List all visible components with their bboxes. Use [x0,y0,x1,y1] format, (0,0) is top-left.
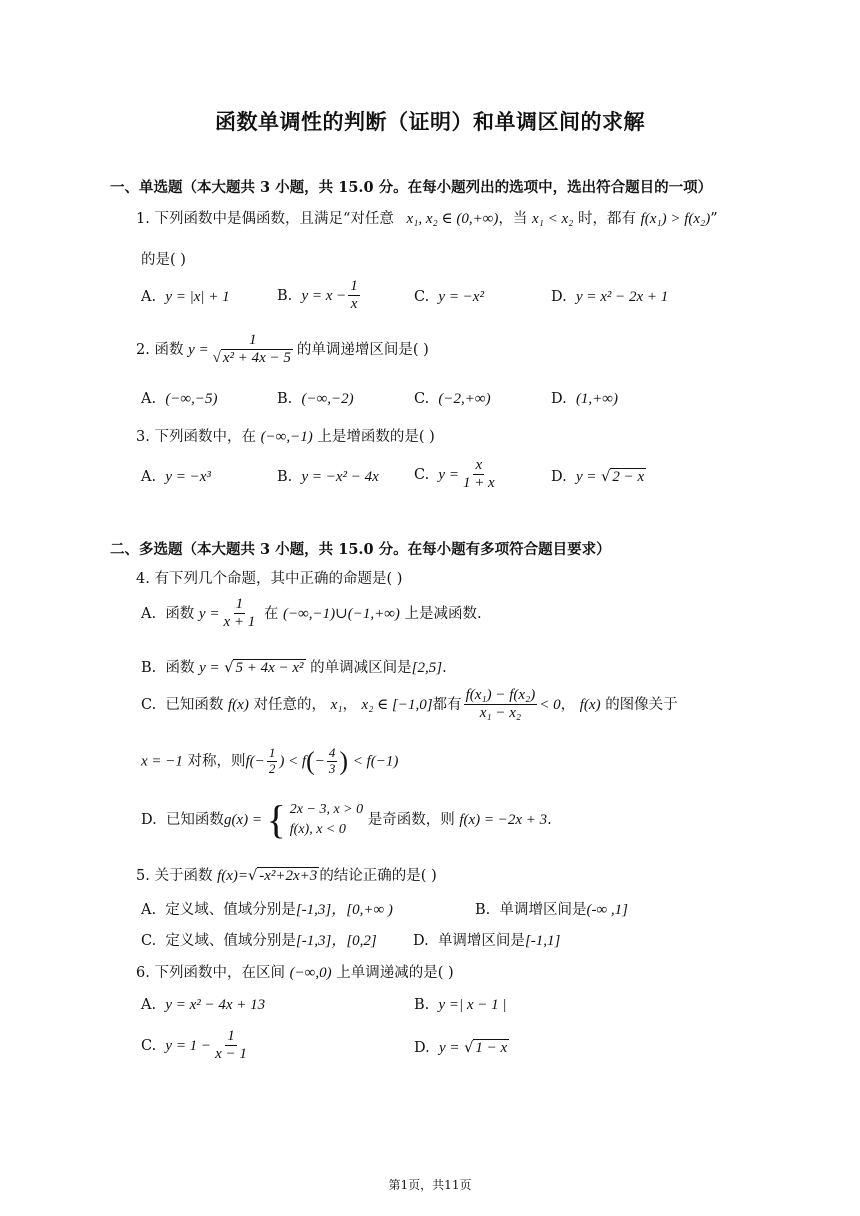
q4-c-line2-a: x = −1 [141,753,183,770]
q4-a-num: 1 [234,596,246,614]
q5-b-label: B. [475,902,491,918]
q6-c-num: 1 [225,1028,237,1046]
q5-c-label: C. [141,933,157,949]
q6-stem-a: 6. 下列函数中，在区间 [136,965,285,981]
q1-b-num: 1 [348,278,360,296]
q3-a-text: y = −x³ [165,469,211,485]
q6-option-b [414,997,507,1014]
q5-a-text: 定义域、值域分别是 [165,902,296,918]
q3-c-den: 1 + x [462,475,495,492]
q1-b-den: x [350,296,358,313]
q1-d-label: D. [551,289,567,305]
q3-d-rad: 2 − x [612,469,645,485]
q5-b-value: (-∞ ,1] [586,902,629,918]
q3-option-b [277,469,379,486]
q4-c-line2-e: < f(−1) [352,753,399,770]
q4-d-label: D. [141,812,157,828]
q4-d-case1: 2x − 3, x > 0 [289,802,364,817]
q2-option-c [414,391,491,408]
q5-d-label: D. [413,933,429,949]
q6-a-text: y = x² − 4x + 13 [165,997,266,1013]
q3-d-pre: y = [575,469,597,485]
q4-c-line2-d: ) < f [279,753,307,770]
q4-c-text-d: 都有 [432,696,462,713]
q4-d-text-c: . [547,812,552,828]
q5-c-text: 定义域、值域分别是 [165,933,296,949]
q4-c-num: f(x₁) − f(x₂) [464,687,538,705]
q4-c-frac [464,687,538,723]
q2-stem-a: 2. 函数 [136,341,184,358]
q6-option-d: D. y = √ 1 − x [414,1040,508,1056]
q4-c-text-e: ， [560,696,576,713]
q2-num: 1 [247,332,259,350]
section2-heading: 二、多选题（本大题共 3 小题，共 15.0 分。在每小题有多项符合题目要求） [110,541,611,558]
q1-c-label: C. [414,289,430,305]
q1-a-text: y = |x| + 1 [165,289,230,305]
q4-c-line2-c: f(− [245,753,265,770]
q5-fx: f(x)= [217,868,248,884]
q3-b-text: y = −x² − 4x [301,469,379,485]
q4-a-interval: (−∞,−1)∪(−1,+∞) [282,605,400,622]
q4-d-result: f(x) = −2x + 3 [459,812,548,828]
q4-b-text-a: 函数 [165,660,195,676]
q4-b-rad: 5 + 4x − x² [235,660,304,676]
q4-c-fx2: f(x) [579,696,601,713]
q5-a-value: [-1,3]，[0,+∞ ) [295,902,393,918]
q4-c-lt: < 0 [539,696,561,713]
q3-option-d: D. y = √ 2 − x [551,469,645,485]
q4-a-label: A. [141,605,157,622]
q5-option-b [475,898,628,919]
q6-option-c [141,1028,251,1064]
q1-stem [136,207,718,228]
q4-c-x2: x₂ ∈ [−1,0] [361,696,433,713]
q6-d-pre: y = [438,1040,460,1056]
q5-option-c [141,929,377,950]
q3-c-label: C. [414,466,430,483]
q1-b-frac [348,278,360,314]
q2-a-text: (−∞,−5) [165,391,218,407]
q4-c-half [267,746,278,777]
q2-lhs: y = [188,341,209,358]
q4-c-label: C. [141,696,157,713]
q4-b-interval: [2,5] [411,660,443,676]
q1-stem-d: ” [710,211,718,227]
q6-b-label: B. [414,997,430,1013]
q1-cond2: x₁ < x₂ [531,211,574,227]
q1-b-pre: y = x − [301,287,347,304]
q4-b-label: B. [141,660,157,676]
q5-option-d [413,929,560,950]
q4-option-a [141,596,482,632]
q1-stem-c: 时，都有 [577,211,636,227]
q4-option-d [141,797,552,842]
q3-stem-b: 上是增函数的是( ) [317,429,435,445]
q5-d-text: 单调增区间是 [437,933,525,949]
q4-d-gx: g(x) = [223,812,262,828]
q2-den: x² + 4x − 5 [222,350,291,367]
q3-b-label: B. [277,469,293,485]
q4-c-text-g: 的图像关于 [605,696,678,713]
q1-cond1: x₁, x₂ ∈ (0,+∞) [406,211,499,227]
q4-a-text-b: 在 [263,605,279,622]
q5-option-a [141,898,393,919]
q5-stem: 5. 关于函数 f(x)=√ -x²+2x+3 的结论正确的是( ) [136,868,437,884]
q4-c-line2-b: 对称，则 [187,753,246,770]
q4-b-lhs: y = [199,660,220,676]
q3-stem [136,425,435,446]
q2-b-text: (−∞,−2) [301,391,354,407]
q3-stem-a: 3. 下列函数中，在 [136,429,256,445]
q1-a-label: A. [141,289,157,305]
q6-b-text: y =| x − 1 | [438,997,507,1013]
q4-a-text-a: 函数 [165,605,195,622]
q3-option-a [141,469,211,486]
q5-d-value: [-1,1] [524,933,561,949]
q4-c-half-den: 2 [268,760,276,776]
q1-option-a [141,289,230,306]
q5-b-text: 单调增区间是 [499,902,587,918]
q4-c-text-a: 已知函数 [165,696,224,713]
q1-option-b [277,278,362,314]
q4-c-x1: x₁ [330,696,343,713]
q1-option-c [414,289,484,306]
q4-c-four-num: 4 [328,745,336,760]
q5-rad: -x²+2x+3 [259,868,318,884]
q4-b-text-b: 的单调减区间是 [310,660,412,676]
q3-d-label: D. [551,469,567,485]
page-title: 函数单调性的判断（证明）和单调区间的求解 [215,109,645,134]
q4-b-text-c: . [442,660,447,676]
q4-a-den: x + 1 [223,614,256,631]
q6-a-label: A. [141,997,157,1013]
q4-a-lhs: y = [198,605,220,622]
q4-a-frac [221,596,257,632]
q6-d-rad: 1 − x [475,1040,508,1056]
q3-c-num: x [473,457,484,475]
q4-c-text-c: ， [342,696,357,713]
q5-stem-b: 的结论正确的是( ) [319,868,437,884]
q4-c-half-num: 1 [268,745,276,760]
q2-option-a [141,391,218,408]
q2-option-b [277,391,354,408]
q4-c-den: x₁ − x₂ [479,705,522,722]
q4-c-four-thirds [327,746,338,777]
q5-c-value: [-1,3]，[0,2] [295,933,377,949]
q4-d-case2: f(x), x < 0 [289,822,346,837]
q2-c-text: (−2,+∞) [438,391,491,407]
q3-c-pre: y = [438,466,459,483]
q6-stem [136,961,454,982]
q3-c-frac [461,457,497,493]
q1-b-label: B. [277,287,293,304]
q2-b-label: B. [277,391,293,407]
q1-stem-b: ，当 [498,211,528,227]
q6-c-frac [213,1028,249,1064]
q5-stem-a: 5. 关于函数 [136,868,213,884]
section1-heading: 一、单选题（本大题共 3 小题，共 15.0 分。在每小题列出的选项中，选出符合题目的一项） [110,179,713,196]
q3-a-label: A. [141,469,157,485]
q4-d-cases: { 2x − 3, x > 0 f(x), x < 0 [266,797,364,842]
q4-option-c [141,687,678,723]
q1-option-d [551,289,668,306]
q2-frac: $\frac{1}{\text{√ x² + 4x − 5}}$ [212,332,291,367]
q4-c-fx: f(x) [228,696,249,713]
q1-cond3: f(x₁) > f(x₂) [640,211,711,227]
q2-c-label: C. [414,391,430,407]
q6-option-a [141,997,265,1014]
q2-stem [136,332,429,368]
q4-option-c-line2: x = −1 对称，则f(− $\frac{1}{2}$ ) < f(− $\frac{4}{3}$ ) < f(−1) [141,745,399,776]
q6-c-label: C. [141,1037,157,1054]
q6-stem-b: 上单调递减的是( ) [336,965,454,981]
q2-option-d [551,391,618,408]
q1-d-text: y = x² − 2x + 1 [575,289,669,305]
q4-d-text-b: 是奇函数，则 [367,812,455,828]
q2-a-label: A. [141,391,157,407]
q4-stem: 4. 有下列几个命题，其中正确的命题是( ) [136,571,403,587]
q2-d-text: (1,+∞) [575,391,618,407]
q5-a-label: A. [141,902,157,918]
q6-c-den: x − 1 [215,1046,247,1063]
q4-c-three-den: 3 [328,760,336,776]
q2-stem-b: 的单调递增区间是( ) [296,341,429,358]
q1-stem-a: 1. 下列函数中是偶函数，且满足“对任意 [136,211,394,227]
q4-d-text-a: 已知函数 [165,812,224,828]
q6-interval: (−∞,0) [289,965,332,981]
q4-option-b: B. 函数 y = √ 5 + 4x − x² 的单调减区间是[2,5]. [141,660,447,676]
page-footer: 第1页，共11页 [388,1178,472,1192]
q3-option-c [414,457,499,493]
q1-stem-e: 的是( ) [141,252,186,268]
q4-a-text-c: 上是减函数. [404,605,482,622]
q2-d-label: D. [551,391,567,407]
q6-d-label: D. [414,1040,430,1056]
q1-c-text: y = −x² [438,289,484,305]
q4-c-text-b: 对任意的， [253,696,326,713]
q3-interval: (−∞,−1) [260,429,313,445]
q6-c-pre: y = 1 − [165,1037,212,1054]
